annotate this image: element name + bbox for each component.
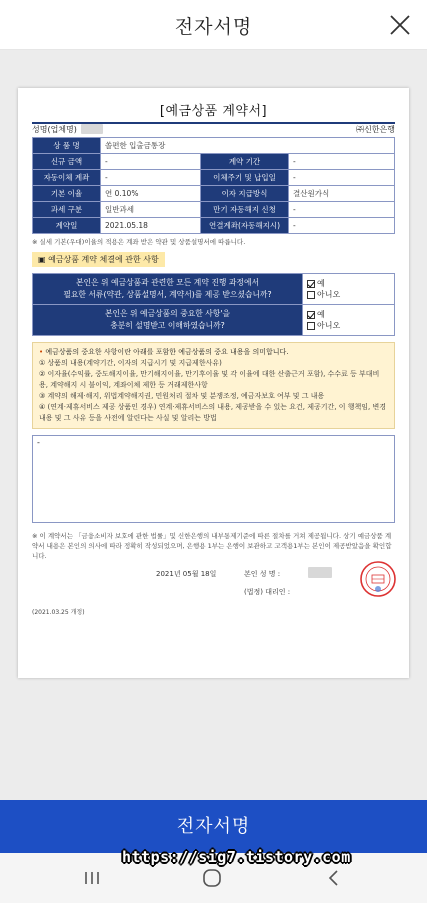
home-icon[interactable] [200,867,224,889]
table-row [33,138,395,154]
confirmation-question [33,305,303,336]
table-cell: - [101,154,201,170]
answer-yes[interactable] [307,309,390,320]
table-header-cell: 이체주기 및 납입일 [201,170,289,186]
table-header-cell: 이자 지급방식 [201,186,289,202]
table-row [33,170,395,186]
confirmation-question [33,274,303,305]
notice-item: ③ 계약의 해제·해지, 위법계약해지권, 민원처리 절차 및 분쟁조정, 예금자보호 여부 및 그 내용 [39,392,325,400]
notice-item: ① 상품의 내용(계약기간, 이자의 지급시기 및 지급제한사유) [39,359,222,367]
important-notice [32,342,395,429]
table-header-cell: 계약 기간 [201,154,289,170]
table-cell: - [289,170,395,186]
table-header-cell: 연결계좌(자동해지시) [201,218,289,234]
notice-item: ④ (연계·제휴서비스 제공 상품인 경우) 연계·제휴서비스의 내용, 제공받을 수 있는 요건, 제공기간, 이 행책임, 변경내용 및 그 사유 등을 사전에 알린다는 사실 및 알리는 방법 [39,403,387,422]
header-bar [0,0,427,50]
signature-agent-label: (법정) 대리인 : [244,588,291,596]
table-header-cell: 상 품 명 [33,138,101,154]
table-cell: - [289,218,395,234]
answer-no[interactable] [307,320,390,331]
table-header-cell: 신규 금액 [33,154,101,170]
answer-no[interactable] [307,289,390,300]
question-line: 본인은 위 예금상품의 중요한 사항'을 [104,309,231,318]
customer-name [32,124,103,135]
table-cell: 2021.05.18 [101,218,201,234]
question-line: 충분히 설명받고 이해하였습니까? [110,321,225,330]
checkbox-checked[interactable] [307,280,315,288]
answer-yes-label: 예 [317,279,325,288]
notice-heading-text: 예금상품의 중요한 사항이란 아래를 포함한 예금상품의 중요 내용을 의미합니다. [45,348,289,356]
redacted-name [81,124,103,134]
rate-note: ※ 실세 기본(우대)이율의 적용은 계좌 받은 약관 및 상품설명서에 따릅니다. [32,238,246,246]
table-cell: - [101,170,201,186]
table-cell: 일반과세 [101,202,201,218]
table-header-cell: 계약일 [33,218,101,234]
memo-box: - [32,435,395,523]
checkbox-unchecked[interactable] [307,322,315,330]
confirmation-table [32,273,395,336]
confirmation-answer [303,274,395,305]
table-row [33,186,395,202]
table-cell: 결산원가식 [289,186,395,202]
recent-apps-icon[interactable] [80,867,104,889]
bullet-icon: • [39,348,46,356]
notice-item: ② 이자율(수익률, 중도해지이율, 만기해지이율, 만기후이율 및 각 이율에 대한 산출근거 포함), 수수료 등 부대비용, 계약해지 시 불이익, 계좌이체 제한 등 거래제한사항 [39,370,380,389]
table-cell: - [289,202,395,218]
document-viewer[interactable] [0,50,427,800]
confirmation-row [33,305,395,336]
legal-footer-text: ※ 이 계약서는 「금융소비자 보호에 관한 법률」및 신한은행의 내부통제기준에 따른 절차를 거쳐 제공됩니다. 상기 예금상품 계약서 내용은 본인의 의사에 따라 정확히 작성되었으며, 은행용 1부는 은행이 보관하고 고객용1부는 본인이 제공받았음을 확인합니다. [32,532,392,560]
watermark-text: https://sig7.tistory.com [122,848,351,866]
checkbox-unchecked[interactable] [307,291,315,299]
table-header-cell: 과세 구분 [33,202,101,218]
table-header-cell: 자동이체 계좌 [33,170,101,186]
back-icon[interactable] [322,867,346,889]
section-label: ▣ 예금상품 계약 체결에 관한 사항 [32,252,165,267]
page-title: 전자서명 [174,16,253,38]
notice-heading [39,347,388,358]
revision-date: (2021.03.25 개정) [32,609,85,616]
answer-no-label: 아니오 [317,290,341,299]
answer-yes-label: 예 [317,310,325,319]
table-row [33,218,395,234]
table-cell: 연 0.10% [101,186,201,202]
table-header-cell: 기본 이율 [33,186,101,202]
contract-title: [예금상품 계약서] [159,104,268,119]
contract-document [18,88,409,678]
answer-no-label: 아니오 [317,321,341,330]
table-cell: 쏠편한 입출금통장 [101,138,395,154]
answer-yes[interactable] [307,278,390,289]
table-row [33,202,395,218]
redacted-signature [308,567,332,578]
bank-seal-icon [358,559,398,599]
customer-meta-row [32,122,395,136]
product-info-table [32,137,395,234]
confirmation-answer [303,305,395,336]
signature-self-label: 본인 성 명 : [244,570,281,578]
checkbox-checked[interactable] [307,311,315,319]
question-line: 필요한 서류(약관, 상품설명서, 계약서)를 제공 받으셨습니까? [63,290,272,299]
customer-name-label: 성명(업체명) [32,124,77,134]
confirmation-row [33,274,395,305]
bank-name: ㈜신한은행 [356,124,395,134]
table-row [33,154,395,170]
question-line: 본인은 위 예금상품과 관련한 모든 계약 진행 과정에서 [75,278,260,287]
table-cell: - [289,154,395,170]
e-signature-button[interactable]: 전자서명 [0,800,427,853]
table-header-cell: 만기 자동해지 신청 [201,202,289,218]
signature-date: 2021년 05월 18일 [156,570,217,578]
close-icon[interactable] [387,12,413,38]
signature-row [32,567,395,601]
